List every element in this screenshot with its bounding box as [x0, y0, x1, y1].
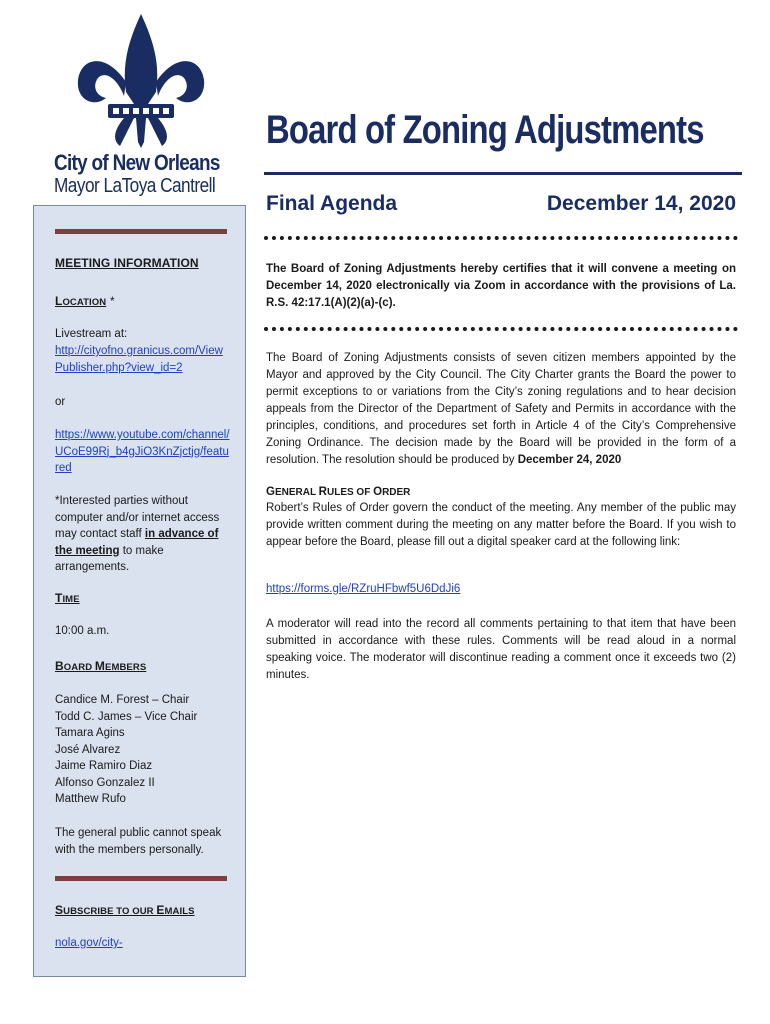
board-member: José Alvarez [55, 743, 121, 756]
granicus-link[interactable]: http://cityofno.granicus.com/ViewPublisher.php?view_id=2 [55, 345, 223, 374]
fleur-de-lis-icon [66, 12, 216, 152]
location-heading: LOCATION [55, 294, 107, 308]
board-member: Matthew Rufo [55, 793, 126, 805]
subscribe-heading: SUBSCRIBE TO OUR EMAILS [55, 903, 195, 917]
board-member: Jaime Ramiro Diaz [55, 760, 153, 772]
rules-heading: GENERAL RULES OF ORDER [266, 486, 411, 498]
dotted-divider [264, 236, 738, 240]
location-asterisk: * [110, 294, 115, 308]
sidebar-divider [55, 229, 227, 234]
dotted-divider [264, 327, 738, 331]
time-heading: TIME [55, 591, 80, 605]
subscribe-link-wrap [55, 935, 230, 952]
public-note: The general public cannot speak with the members personally. [55, 827, 222, 856]
granicus-link-wrap [55, 343, 230, 376]
meeting-info-sidebar [33, 205, 246, 977]
meeting-info-heading: MEETING INFORMATION [55, 256, 199, 270]
mayor-name: Mayor LaToya Cantrell [54, 175, 216, 197]
moderator-text: A moderator will read into the record all comments pertaining to that item that have been submitted in accordance with these rules. Comments will be read aloud in a normal speaking voice. The moderator will discontinue reading a comment once it exceeds two (2) minutes. [266, 618, 736, 681]
board-member: Todd C. James – Vice Chair [55, 710, 198, 723]
title-divider [264, 172, 742, 175]
board-member: Tamara Agins [55, 727, 125, 739]
rules-text: Robert’s Rules of Order govern the conduct of the meeting. Any member of the public may provide written comment during the meeting on any matter before the Board. If you wish to appear before the Board, please fill out a digital speaker card at the following link: [266, 502, 736, 548]
subscribe-link[interactable]: nola.gov/city- [55, 937, 123, 949]
agenda-label: Final Agenda [266, 192, 398, 215]
livestream-label: Livestream at: [55, 328, 128, 340]
board-member-list [55, 692, 230, 808]
board-members-heading: BOARD MEMBERS [55, 659, 147, 673]
sidebar-divider [55, 876, 227, 881]
board-description: The Board of Zoning Adjustments consists of seven citizen members appointed by the Mayor and approved by the City Council. The City Charter grants the Board the power to permit exceptions to or variations from the City’s zoning regulations and to hear decision appeals from the Director of the Department of Safety and Permits in accordance with the principles, conditions, and procedures set forth in Article 4 of the City’s Comprehensive Zoning Ordinance. The decision made by the Board will be provided in the form of a resolution. The resolution should be produced by December 24, 2020 [266, 352, 736, 466]
certification-statement: The Board of Zoning Adjustments hereby certifies that it will convene a meeting on December 14, 2020 electronically via Zoom in accordance with the provisions of La. R.S. 42:17.1(A)(2)(a)-(c). [266, 263, 736, 309]
youtube-link-wrap [55, 427, 230, 477]
or-label: or [55, 396, 66, 408]
board-member: Candice M. Forest – Chair [55, 694, 190, 706]
speaker-card-link[interactable]: https://forms.gle/RZruHFbwf5U6DdJi6 [266, 583, 461, 595]
page-title: Board of Zoning Adjustments [266, 108, 704, 152]
agenda-date: December 14, 2020 [546, 192, 736, 215]
meeting-time: 10:00 a.m. [55, 625, 110, 637]
city-name: City of New Orleans [54, 150, 220, 175]
youtube-link[interactable]: https://www.youtube.com/channel/UCoE99Rj_b4gJiO3KnZjctjg/featured [55, 429, 230, 474]
access-note: *Interested parties without computer and/or internet access may contact staff in advance of the meeting to make arrangements. [55, 495, 220, 573]
board-member: Alfonso Gonzalez II [55, 776, 155, 789]
